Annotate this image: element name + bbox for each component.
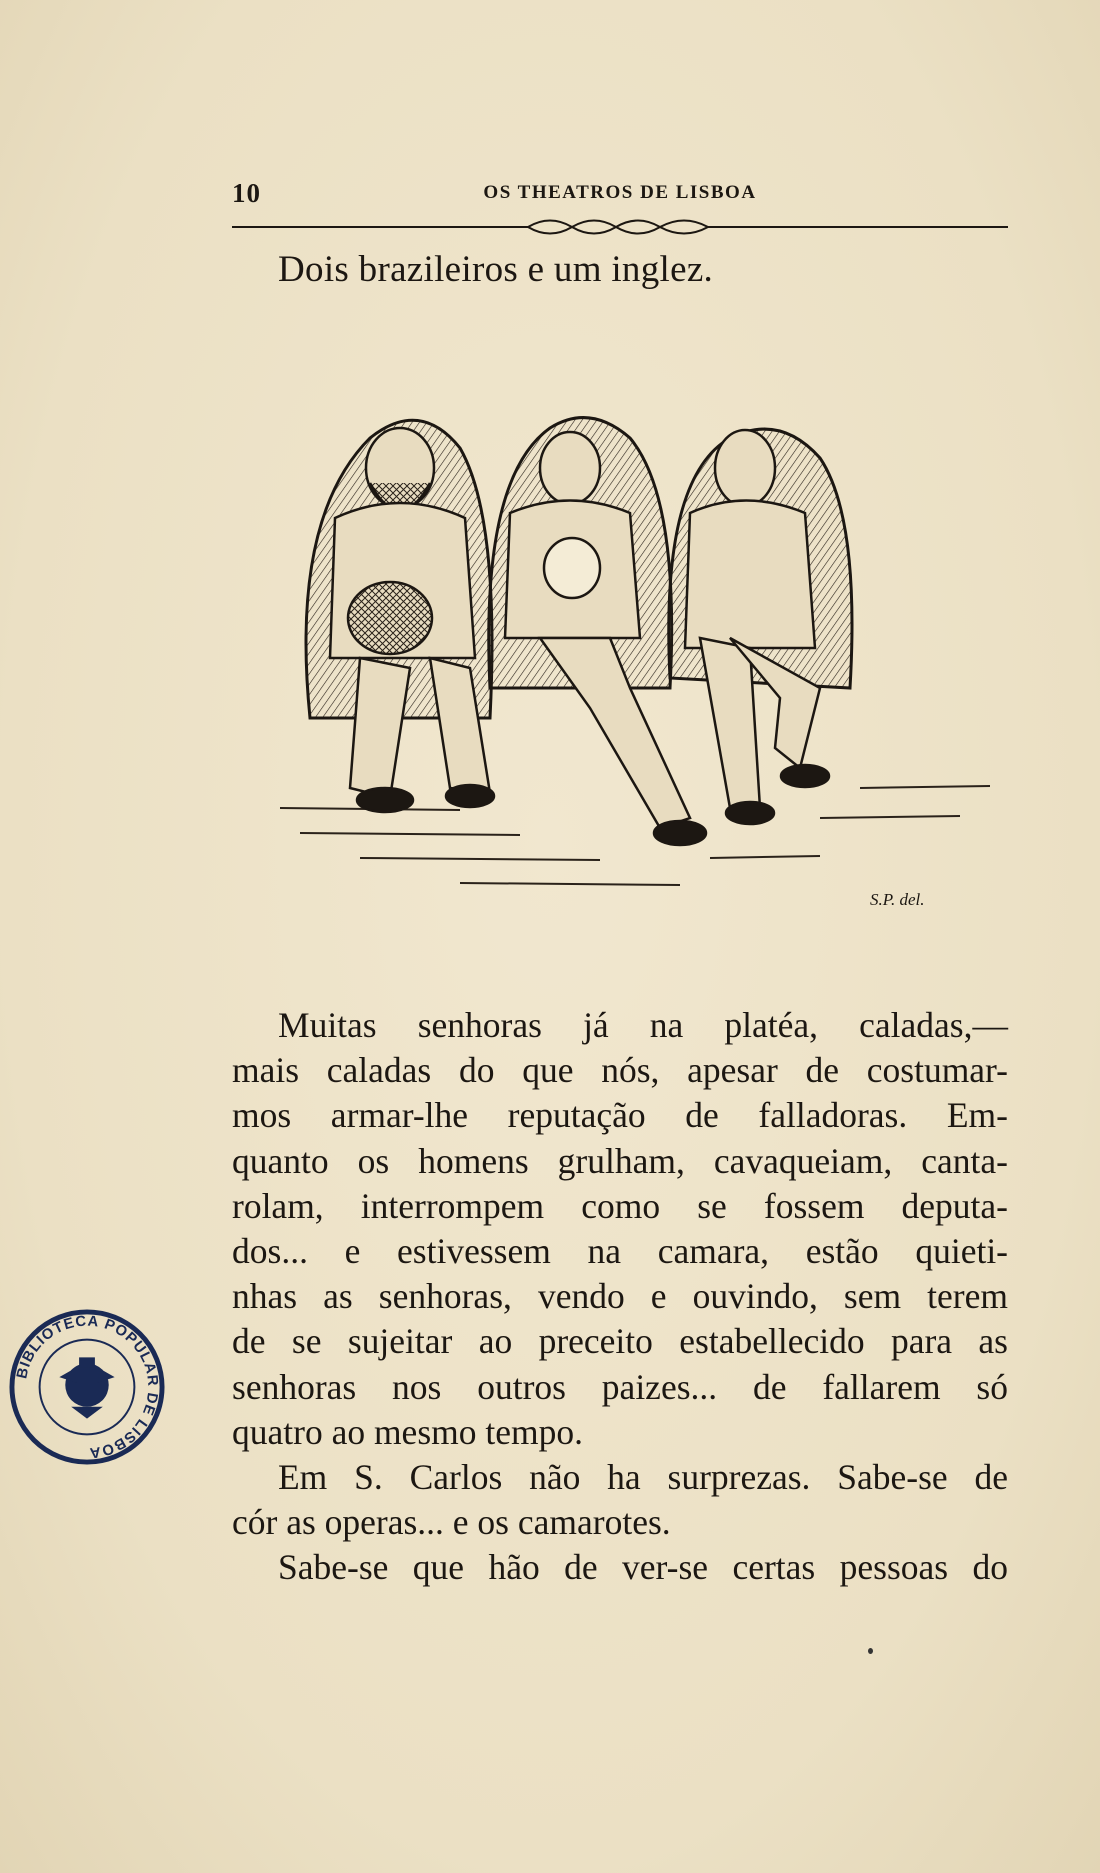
text-line: mais caladas do que nós, apesar de costumar-	[232, 1050, 1008, 1091]
text-line: Em S. Carlos não ha surprezas. Sabe-se de	[278, 1456, 1008, 1497]
text-line: rolam, interrompem como se fossem deputa-	[232, 1185, 1008, 1226]
text-line: nhas as senhoras, vendo e ouvindo, sem terem	[232, 1276, 1008, 1317]
body-text	[232, 1003, 1008, 1590]
text-line: senhoras nos outros paizes... de fallarem só	[232, 1366, 1008, 1407]
text-line: quanto os homens grulham, cavaqueiam, canta-	[232, 1140, 1008, 1181]
running-title: OS THEATROS DE LISBOA	[483, 182, 757, 203]
page-header	[232, 178, 1008, 212]
ornamental-rule	[232, 214, 1008, 240]
page-number: 10	[232, 178, 261, 208]
text-line: quatro ao mesmo tempo.	[232, 1411, 583, 1452]
library-stamp	[8, 1308, 166, 1466]
text-line: dos... e estivessem na camara, estão quieti-	[232, 1230, 1008, 1271]
text-line: mos armar-lhe reputação de falladoras. Em-	[232, 1095, 1008, 1136]
paper-speck	[868, 1648, 873, 1654]
illustration-caption: Dois brazileiros e um inglez.	[278, 249, 714, 290]
text-line: cór as operas... e os camarotes.	[232, 1502, 671, 1543]
text-line: Muitas senhoras já na platéa, caladas,—	[278, 1005, 1008, 1045]
artist-signature: S.P. del.	[870, 890, 925, 909]
stamp-text: BIBLIOTECA POPULAR DE LISBOA	[14, 1313, 161, 1461]
text-line: de se sujeitar ao preceito estabellecido para as	[232, 1321, 1008, 1362]
engraving-three-seated-men	[260, 388, 1000, 928]
text-line: Sabe-se que hão de ver-se certas pessoas do	[278, 1547, 1008, 1588]
